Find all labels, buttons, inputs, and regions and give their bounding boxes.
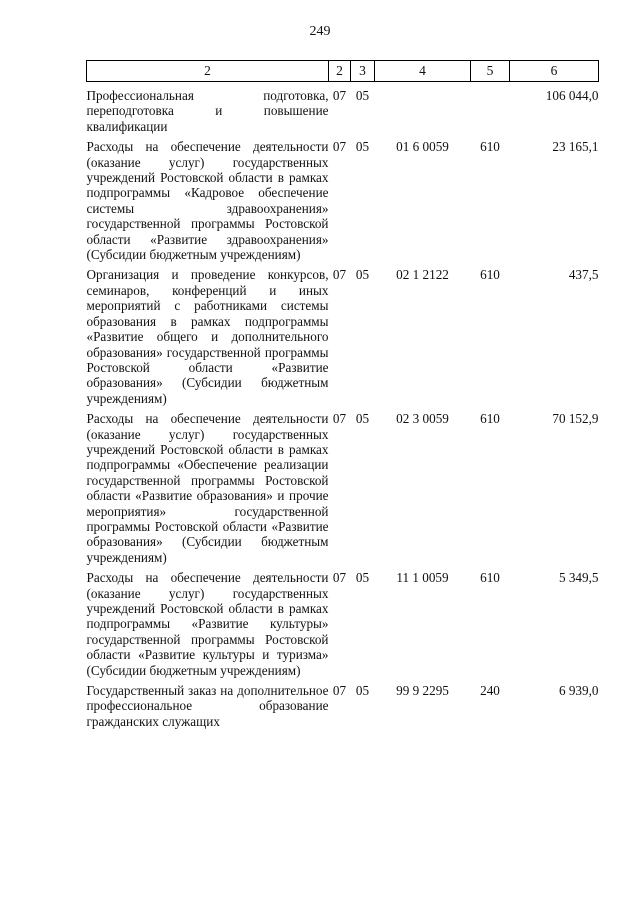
row-amount: 106 044,0 <box>545 88 599 103</box>
row-name: Профессиональная подготовка, переподготовка и повышение квалификации <box>86 88 329 134</box>
row-subsection: 05 <box>355 88 370 103</box>
row-name: Расходы на обеспечение деятельности (оказание услуг) государственных учреждений Ростовской области в рамках подпрограммы «Развитие культуры» государственной программы Ростовской области «Развитие культуры и туризма» (Субсидии бюджетным учреждениям) <box>86 570 329 678</box>
row-section: 07 <box>332 411 347 427</box>
row-section: 07 <box>332 267 347 283</box>
row-subsection: 05 <box>355 683 370 699</box>
row-expense-type: 610 <box>480 411 500 427</box>
table-row <box>87 411 599 570</box>
row-amount: 70 152,9 <box>552 411 599 427</box>
row-amount: 23 165,1 <box>552 139 599 155</box>
row-name: Расходы на обеспечение деятельности (оказание услуг) государственных учреждений Ростовской области в рамках подпрограммы «Кадровое обеспечение системы здравоохранения» государственной программы Ростовской области «Развитие здравоохранения» (Субсидии бюджетным учреждениям) <box>86 139 329 263</box>
row-expense-type: 610 <box>480 139 500 155</box>
row-target-code: 11 1 0059 <box>396 570 449 586</box>
table-row <box>87 82 599 140</box>
row-name: Расходы на обеспечение деятельности (оказание услуг) государственных учреждений Ростовской области в рамках подпрограммы «Обеспечение реализации государственной программы Ростовской области «Развитие образования» и прочие мероприятия» государственной программы Ростовской области «Развитие образования» (Субсидии бюджетным учреждениям) <box>86 411 329 565</box>
row-expense-type: 610 <box>480 267 500 283</box>
row-amount: 5 349,5 <box>558 570 599 586</box>
table-row <box>87 139 599 267</box>
row-target-code: 02 3 0059 <box>396 411 449 427</box>
header-section-column: 2 <box>329 61 351 82</box>
table-header-row <box>87 61 599 82</box>
row-target-code: 01 6 0059 <box>396 139 449 155</box>
row-name: Организация и проведение конкурсов, семинаров, конференций и иных мероприятий с работниками системы образования в рамках подпрограммы «Развитие общего и дополнительного образования» государственной программы Ростовской области «Развитие образования» (Субсидии бюджетным учреждениям) <box>86 267 329 406</box>
row-target-code: 99 9 2295 <box>396 683 449 699</box>
table-row <box>87 570 599 683</box>
budget-table <box>86 60 599 734</box>
row-section: 07 <box>332 139 347 155</box>
row-expense-type <box>471 82 510 140</box>
row-amount: 6 939,0 <box>558 683 599 699</box>
row-subsection: 05 <box>355 267 370 283</box>
header-expense-type-column: 5 <box>471 61 510 82</box>
row-target-code <box>375 82 471 140</box>
row-subsection: 05 <box>355 411 370 427</box>
header-subsection-column: 3 <box>351 61 375 82</box>
table-row <box>87 683 599 734</box>
header-name-column: 2 <box>87 61 329 82</box>
row-expense-type: 240 <box>480 683 500 699</box>
row-amount: 437,5 <box>568 267 599 283</box>
header-amount-column: 6 <box>510 61 599 82</box>
row-section: 07 <box>332 570 347 586</box>
page-number: 249 <box>309 24 331 39</box>
table-row <box>87 267 599 411</box>
header-target-code-column: 4 <box>375 61 471 82</box>
row-subsection: 05 <box>355 570 370 586</box>
row-subsection: 05 <box>355 139 370 155</box>
row-target-code: 02 1 2122 <box>396 267 449 283</box>
row-section: 07 <box>332 683 347 699</box>
row-name: Государственный заказ на дополнительное профессиональное образование гражданских служащих <box>86 683 329 729</box>
row-expense-type: 610 <box>480 570 500 586</box>
row-section: 07 <box>332 88 347 103</box>
